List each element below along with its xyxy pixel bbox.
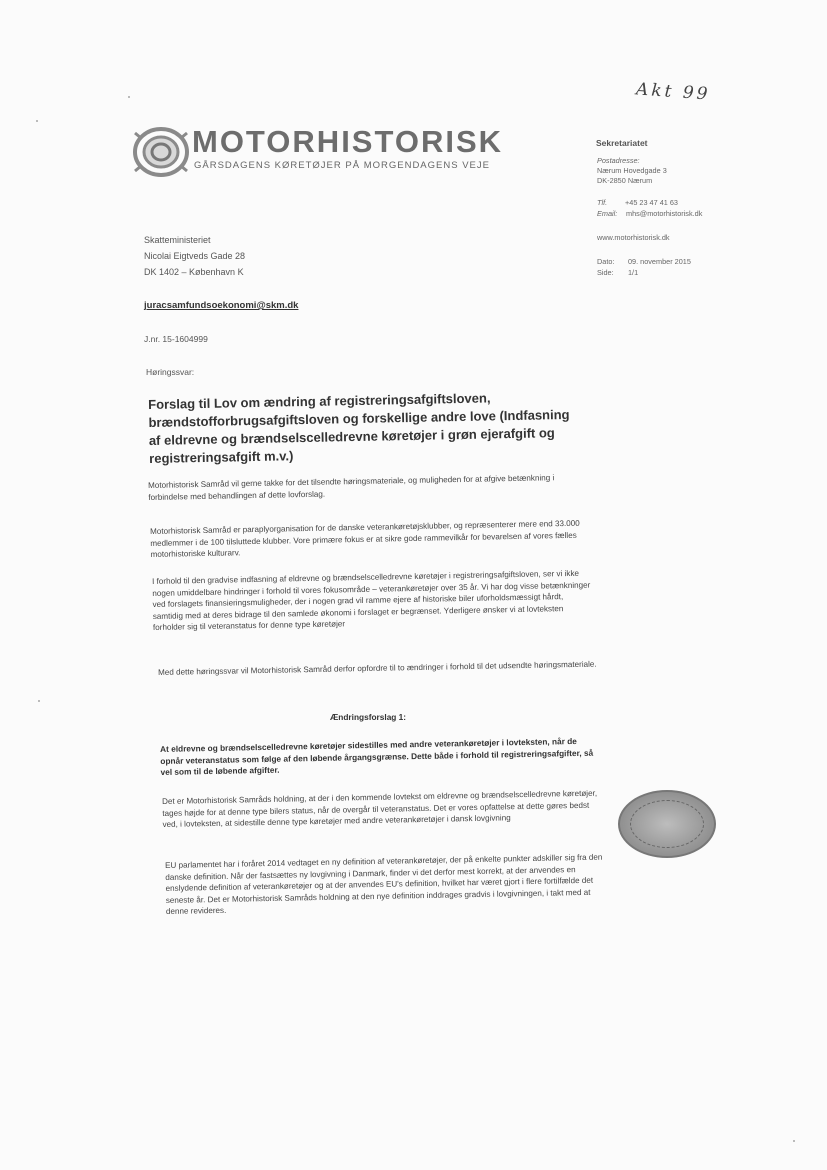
secretariat-email[interactable]: mhs@motorhistorisk.dk: [626, 209, 703, 218]
recipient-line-1: Skatteministeriet: [144, 235, 211, 245]
subject-title: Forslag til Lov om ændring af registreringsafgiftsloven, brændstofforbrugsafgiftsloven og forskellige andre love (Indfasning af eldrevne og brændselscelledrevne køretøjer i grøn ejerafgift og registreringsafgift m.v.): [148, 390, 570, 466]
logo-emblem-icon: [132, 126, 190, 178]
page-label: Side:: [597, 268, 614, 277]
paragraph-2: Motorhistorisk Samråd er paraplyorganisation for de danske veterankøretøjsklubber, og repræsenterer mere end 33.000 medlemmer i de 100 tilsluttede klubber. Vore primære fokus er at sikre gode rammevilkår for bevarelsen af vores fælles motorhistoriske kulturarv.: [150, 518, 580, 559]
journal-number: J.nr. 15-1604999: [144, 334, 208, 344]
paragraph-7: EU parlamentet har i foråret 2014 vedtaget en ny definition af veterankøretøjer, der på enkelte punkter adskiller sig fra den danske definition. Når der fastsættes ny lovgivning i Danmark, finder vi det derfor mest korrekt, at der anvendes en enslydende definition af veterankøretøjer og at der anvendes EU's definition, hvilket har været gjort i flere fortilfælde det seneste år. Det er Motorhistorisk Samråds holdning at den nye definition inddrages gradvis i lovgivningen, i takt med at denne revideres.: [165, 852, 603, 916]
recipient-line-3: DK 1402 – København K: [144, 267, 244, 277]
response-label: Høringssvar:: [146, 367, 195, 377]
secretariat-website[interactable]: www.motorhistorisk.dk: [597, 233, 670, 242]
scan-speck: [128, 96, 130, 98]
secretariat-heading: Sekretariatet: [596, 138, 648, 148]
secretariat-email-label: Email:: [597, 209, 618, 218]
date-value: 09. november 2015: [628, 257, 691, 266]
paragraph-1: Motorhistorisk Samråd vil gerne takke for det tilsendte høringsmateriale, og muligheden for at afgive betænkning i forbindelse med behandlingen af dette lovforslag.: [148, 473, 555, 502]
secretariat-street: Nærum Hovedgade 3: [597, 166, 667, 175]
paragraph-3: I forhold til den gradvise indfasning af eldrevne og brændselscelledrevne køretøjer i registreringsafgiftsloven, ser vi ikke nogen umiddelbare hindringer i forhold til vores fokusområde – veterankøretøjer over 35 år. Vi har dog visse betænkninger ved forslagets finansieringsmuligheder, der i nogen grad vil ramme ejere af historiske biler uforholdsmæssigt hårdt, samtidig med at deres bidrage til den samlede økonomi i forslaget er begrænset. Yderligere ønsker vi at lovteksten forholder sig til veteranstatus for denne type køretøjer: [152, 568, 591, 632]
logo-wordmark: MOTORHISTORISK: [192, 124, 504, 159]
recipient-email-link[interactable]: juracsamfundsoekonomi@skm.dk: [144, 300, 299, 311]
scan-speck: [38, 700, 40, 702]
handwritten-annotation: Akt 99: [635, 79, 712, 105]
secretariat-city: DK-2850 Nærum: [597, 176, 653, 185]
stamp-seal: [618, 790, 716, 858]
proposal-heading: Ændringsforslag 1:: [330, 712, 407, 722]
date-label: Dato:: [597, 257, 615, 266]
scan-speck: [36, 120, 38, 122]
secretariat-phone: +45 23 47 41 63: [625, 198, 678, 207]
paragraph-4: Med dette høringssvar vil Motorhistorisk Samråd derfor opfordre til to ændringer i forhold til det udsendte høringsmateriale.: [158, 659, 597, 677]
secretariat-phone-label: Tlf.: [597, 198, 608, 207]
paragraph-5: At eldrevne og brændselscelledrevne køretøjer sidestilles med andre veterankøretøjer i lovteksten, når de opnår veteranstatus som følge af den løbende årgangsgrænse. Dette både i forhold til registreringsafgifter, så vel som til de løbende afgifter.: [160, 735, 594, 777]
recipient-line-2: Nicolai Eigtveds Gade 28: [144, 251, 246, 261]
paragraph-6: Det er Motorhistorisk Samråds holdning, at der i den kommende lovtekst om eldrevne og brændselscelledrevne køretøjer, tages højde for at denne type bilers status, når de overgår til veteranstatus. Det er vores opfattelse at dette gøres bedst ved, i lovteksten, at sidestille denne type køretøjer med andre veterankøretøjer i dansk lovgivning: [162, 788, 598, 829]
scan-speck: [793, 1140, 795, 1142]
logo-tagline: GÅRSDAGENS KØRETØJER PÅ MORGENDAGENS VEJE: [194, 160, 490, 171]
page-value: 1/1: [628, 268, 639, 277]
secretariat-postal-label: Postadresse:: [597, 156, 640, 165]
